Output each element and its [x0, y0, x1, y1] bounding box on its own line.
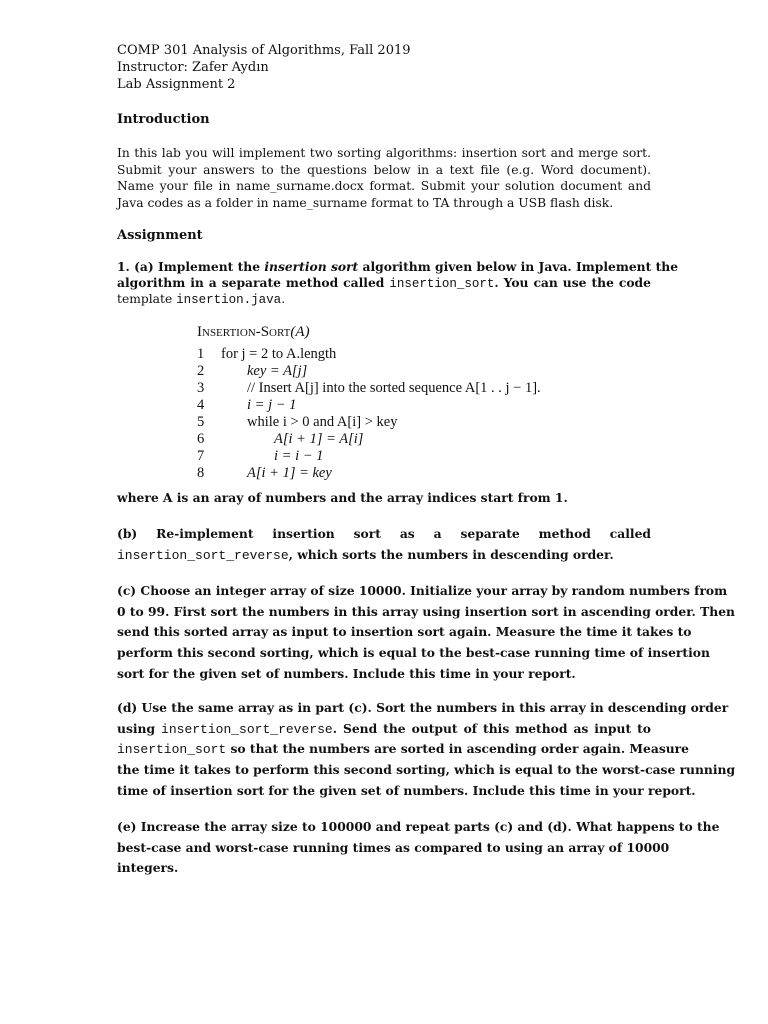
q1c-line: sort for the given set of numbers. Include this time in your report.: [117, 665, 576, 681]
code-insertion-sort: insertion_sort: [117, 742, 227, 758]
q1a-line: algorithm in a separate method called insertion_sort. You can use the code: [117, 275, 651, 291]
q1d-line: insertion_sort so that the numbers are sorted in ascending order again. Measure: [117, 741, 689, 758]
introduction-heading: Introduction: [117, 112, 210, 127]
q1d-line: the time it takes to perform this second sorting, which is equal to the worst-case running: [117, 762, 736, 778]
q1c-line: perform this second sorting, which is equal to the best-case running time of insertion: [117, 645, 710, 661]
array-note: where A is an aray of numbers and the array indices start from 1.: [117, 490, 568, 505]
code-insertion-sort-reverse: insertion_sort_reverse: [117, 547, 289, 563]
course-title: COMP 301 Analysis of Algorithms, Fall 2019: [117, 43, 411, 58]
code-insertion-sort: insertion_sort: [389, 277, 495, 291]
q1d-line: (d) Use the same array as in part (c). Sort the numbers in this array in descending order: [117, 700, 729, 715]
q1e-line: (e) Increase the array size to 100000 and repeat parts (c) and (d). What happens to the: [117, 819, 720, 834]
intro-line: Submit your answers to the questions below in a text file (e.g. Word document).: [117, 162, 651, 177]
instructor-line: Instructor: Zafer Aydın: [117, 60, 269, 75]
question-1a: [117, 259, 679, 307]
q1c-line: (c) Choose an integer array of size 10000. Initialize your array by random numbers from: [117, 583, 728, 598]
lab-title: Lab Assignment 2: [117, 77, 236, 92]
intro-line: In this lab you will implement two sorting algorithms: insertion sort and merge sort.: [117, 146, 651, 160]
q1a-line: template insertion.java.: [117, 292, 286, 307]
assignment-heading: Assignment: [117, 228, 203, 243]
q1d-line: using insertion_sort_reverse. Send the output of this method as input to: [117, 720, 651, 737]
question-1d: [117, 698, 736, 801]
question-1e: [117, 817, 720, 879]
question-1c: [117, 581, 735, 684]
q1b-line: (b) Re-implement insertion sort as a separate method called: [117, 526, 651, 541]
q1d-line: time of insertion sort for the given set of numbers. Include this time in your report.: [117, 782, 696, 798]
q1a-line: 1. (a) Implement the insertion sort algorithm given below in Java. Implement the: [117, 259, 679, 274]
intro-line: Name your file in name_surname.docx format. Submit your solution document and: [117, 179, 651, 193]
algorithm-title: Insertion-Sort(A): [197, 324, 310, 340]
q1c-line: send this sorted array as input to insertion sort again. Measure the time it takes to: [117, 624, 692, 640]
code-insertion-sort-reverse: insertion_sort_reverse: [161, 721, 333, 737]
code-insertion-java: insertion.java: [176, 293, 282, 307]
q1b-line: insertion_sort_reverse, which sorts the numbers in descending order.: [117, 546, 614, 563]
q1e-line: best-case and worst-case running times as compared to using an array of 10000: [117, 839, 670, 855]
insertion-sort-pseudocode: Insertion-Sort(A) 1 for j = 2 to A.length 2 key = A[j] 3 // Insert A[j] into the sorted sequence A[1 . . j − 1]. 4 i = j − 1 5 while i > 0 and A[i] > key 6 A[i + 1] = A[i] 7 i = i − 1 8 A[i + 1] = key: [197, 324, 541, 481]
question-1b: [117, 524, 651, 565]
q1e-line: integers.: [117, 860, 179, 876]
introduction-paragraph: [117, 145, 651, 211]
intro-line: Java codes as a folder in name_surname format to TA through a USB flash disk.: [117, 195, 614, 210]
q1c-line: 0 to 99. First sort the numbers in this array using insertion sort in ascending order. Then: [117, 603, 735, 619]
